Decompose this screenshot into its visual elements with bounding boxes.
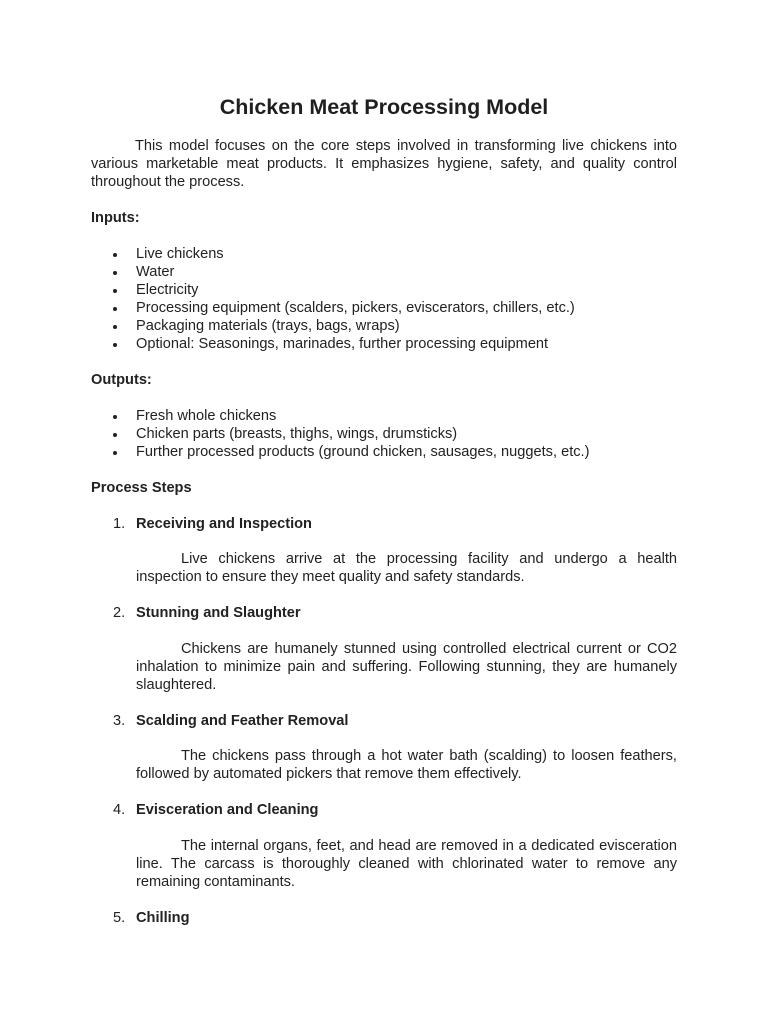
step-title: Evisceration and Cleaning <box>136 802 319 818</box>
bullet-icon <box>113 253 117 257</box>
intro-paragraph: This model focuses on the core steps involved in transforming live chickens into various marketable meat products. It emphasizes hygiene, safety, and quality control throughout the process. <box>91 138 677 190</box>
list-item <box>91 281 575 299</box>
step-title: Scalding and Feather Removal <box>136 713 349 729</box>
step-body: Chickens are humanely stunned using controlled electrical current or CO2 inhalation to minimize pain and suffering. Following stunning, they are humanely slaughtered. <box>136 641 677 693</box>
bullet-icon <box>113 343 117 347</box>
outputs-list <box>91 407 589 461</box>
list-item-text: Packaging materials (trays, bags, wraps) <box>136 318 400 334</box>
list-item-text: Live chickens <box>136 246 224 262</box>
step-number: 1. <box>113 516 126 532</box>
bullet-icon <box>113 307 117 311</box>
list-item <box>91 425 589 443</box>
step-body: The chickens pass through a hot water bath (scalding) to loosen feathers, followed by automated pickers that remove them effectively. <box>136 748 677 782</box>
list-item <box>91 263 575 281</box>
step-title: Chilling <box>136 910 190 926</box>
list-item <box>91 407 589 425</box>
bullet-icon <box>113 451 117 455</box>
list-item-text: Processing equipment (scalders, pickers, eviscerators, chillers, etc.) <box>136 300 575 316</box>
list-item-text: Electricity <box>136 282 199 298</box>
bullet-icon <box>113 289 117 293</box>
list-item-text: Water <box>136 264 175 280</box>
list-item <box>91 335 575 353</box>
step-title: Stunning and Slaughter <box>136 605 301 621</box>
step-title: Receiving and Inspection <box>136 516 312 532</box>
step-number: 2. <box>113 605 126 621</box>
step-body: The internal organs, feet, and head are removed in a dedicated evisceration line. The carcass is thoroughly cleaned with chlorinated water to remove any remaining contaminants. <box>136 838 677 890</box>
list-item-text: Fresh whole chickens <box>136 408 277 424</box>
step-number: 4. <box>113 802 126 818</box>
page-title: Chicken Meat Processing Model <box>219 95 549 119</box>
bullet-icon <box>113 325 117 329</box>
bullet-icon <box>113 271 117 275</box>
inputs-heading: Inputs: <box>91 210 140 226</box>
list-item <box>91 317 575 335</box>
list-item <box>91 245 575 263</box>
bullet-icon <box>113 415 117 419</box>
step-number: 5. <box>113 910 126 926</box>
step-number: 3. <box>113 713 126 729</box>
outputs-heading: Outputs: <box>91 372 152 388</box>
list-item <box>91 299 575 317</box>
list-item-text: Chicken parts (breasts, thighs, wings, drumsticks) <box>136 426 458 442</box>
bullet-icon <box>113 433 117 437</box>
inputs-list <box>91 245 575 353</box>
list-item <box>91 443 589 461</box>
step-body: Live chickens arrive at the processing facility and undergo a health inspection to ensure they meet quality and safety standards. <box>136 551 677 585</box>
list-item-text: Optional: Seasonings, marinades, further processing equipment <box>136 336 549 352</box>
process-heading: Process Steps <box>91 480 192 496</box>
list-item-text: Further processed products (ground chicken, sausages, nuggets, etc.) <box>136 444 590 460</box>
